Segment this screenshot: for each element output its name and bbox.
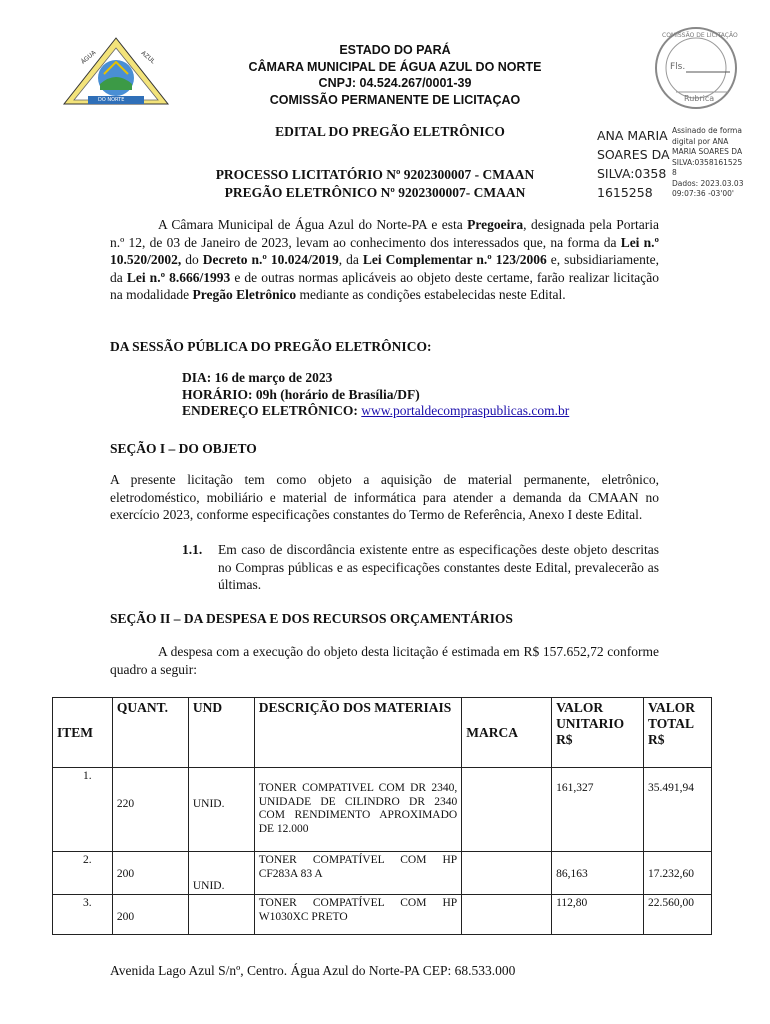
cell-unit: 112,80 <box>552 895 644 935</box>
municipal-logo <box>60 34 172 106</box>
cnpj: CNPJ: 04.524.267/0001-39 <box>318 76 472 90</box>
cell-item: 3. <box>53 895 113 935</box>
logo-text-bottom: DO NORTE <box>98 97 125 103</box>
chamber-name: CÂMARA MUNICIPAL DE ÁGUA AZUL DO NORTE <box>248 59 542 74</box>
col-total: VALOR TOTAL R$ <box>643 698 711 768</box>
col-und: UND <box>188 698 254 768</box>
cell-unit: 86,163 <box>552 852 644 895</box>
stamp-rubrica: Rubrica <box>684 94 715 103</box>
signature-details: Assinado de forma digital por ANA MARIA SOARES DA SILVA:0358161525 8 Dados: 2023.03.03 09:07:36 -03'00' <box>672 126 744 198</box>
section-2-heading: SEÇÃO II – DA DESPESA E DOS RECURSOS ORÇAMENTÁRIOS <box>110 611 513 626</box>
table-row <box>53 768 712 852</box>
logo-text-top: ÁGUA <box>79 49 98 66</box>
cell-total: 35.491,94 <box>643 768 711 852</box>
col-quant: QUANT. <box>112 698 188 768</box>
stamp-fls: Fls. <box>670 62 686 72</box>
letterhead <box>200 42 590 108</box>
section-2-body: A despesa com a execução do objeto desta licitação é estimada em R$ 157.652,72 conforme quadro a seguir: <box>110 644 659 677</box>
table-row <box>53 895 712 935</box>
col-desc: DESCRIÇÃO DOS MATERIAIS <box>254 698 461 768</box>
section-1-body: A presente licitação tem como objeto a aquisição de material permanente, eletrônico, eletrodoméstico, mobiliário e material de informática para atender a demanda da CMAAN no exercício 2023, conforme especificações constantes do Termo de Referência, Anexo I deste Edital. <box>110 472 659 522</box>
cell-marca <box>462 852 552 895</box>
cell-desc: TONER COMPATÍVEL COM HP W1030XC PRETO <box>254 895 461 935</box>
cell-und <box>188 895 254 935</box>
session-heading: DA SESSÃO PÚBLICA DO PREGÃO ELETRÔNICO: <box>110 339 432 354</box>
cell-unit: 161,327 <box>552 768 644 852</box>
table-header-row <box>53 698 712 768</box>
cell-item: 1. <box>53 768 113 852</box>
processo-number: PROCESSO LICITATÓRIO Nº 9202300007 - CMAAN <box>215 167 535 182</box>
session-details <box>182 370 662 420</box>
cell-marca <box>462 895 552 935</box>
stamp-ring-text: COMISSÃO DE LICITAÇÃO <box>662 32 738 39</box>
cell-item: 2. <box>53 852 113 895</box>
session-time: HORÁRIO: 09h (horário de Brasília/DF) <box>182 386 420 402</box>
cell-desc: TONER COMPATIVEL COM DR 2340, UNIDADE DE CILINDRO DR 2340 COM RENDIMENTO APROXIMADO DE 12.000 <box>254 768 461 852</box>
col-unit: VALOR UNITARIO R$ <box>552 698 644 768</box>
footer-address: Avenida Lago Azul S/nº, Centro. Água Azul do Norte-PA CEP: 68.533.000 <box>110 963 516 978</box>
intro-paragraph: A Câmara Municipal de Água Azul do Norte-PA e esta Pregoeira, designada pela Portaria n.º 12, de 03 de Janeiro de 2023, levam ao conhecimento dos interessados que, na forma da Lei n.º 10.520/2002, do Decreto n.º 10.024/2019, da Lei Complementar n.º 123/2006 e, subsidiariamente, da Lei n.º 8.666/1993 e de outras normas aplicáveis ao objeto deste certame, farão realizar licitação na modalidade Pregão Eletrônico mediante as condições estabelecidas neste Edital. <box>110 217 660 302</box>
items-table <box>52 697 712 935</box>
session-date: DIA: 16 de março de 2023 <box>182 370 333 385</box>
item-number: 1.1. <box>182 542 203 557</box>
logo-text-right: AZUL <box>139 49 157 66</box>
state-name: ESTADO DO PARÁ <box>339 43 451 57</box>
session-address: ENDEREÇO ELETRÔNICO: www.portaldecompraspublicas.com.br <box>182 403 570 418</box>
edital-title: EDITAL DO PREGÃO ELETRÔNICO <box>275 124 505 139</box>
pregao-number: PREGÃO ELETRÔNICO Nº 9202300007- CMAAN <box>224 185 526 200</box>
section-1-heading: SEÇÃO I – DO OBJETO <box>110 441 257 456</box>
cell-quant: 200 <box>112 895 188 935</box>
item-text: Em caso de discordância existente entre as especificações deste objeto descritas no Compras públicas e as especificações constantes deste Edital, prevalecerão as últimas. <box>218 542 659 592</box>
processo-title <box>150 166 600 202</box>
cell-quant: 200 <box>112 852 188 895</box>
commission-name: COMISSÃO PERMANENTE DE LICITAÇAO <box>269 92 521 107</box>
signer-name: ANA MARIA SOARES DA SILVA:0358 1615258 <box>597 128 670 200</box>
cell-total: 22.560,00 <box>643 895 711 935</box>
cell-und: UNID. <box>188 768 254 852</box>
col-item: ITEM <box>53 698 113 768</box>
table-row <box>53 852 712 895</box>
section-1-item <box>182 541 659 594</box>
cell-quant: 220 <box>112 768 188 852</box>
cell-total: 17.232,60 <box>643 852 711 895</box>
commission-stamp <box>636 24 756 112</box>
col-marca: MARCA <box>462 698 552 768</box>
cell-und: UNID. <box>188 852 254 895</box>
cell-desc: TONER COMPATÍVEL COM HP CF283A 83 A <box>254 852 461 895</box>
cell-marca <box>462 768 552 852</box>
portal-link[interactable]: www.portaldecompraspublicas.com.br <box>361 403 570 418</box>
